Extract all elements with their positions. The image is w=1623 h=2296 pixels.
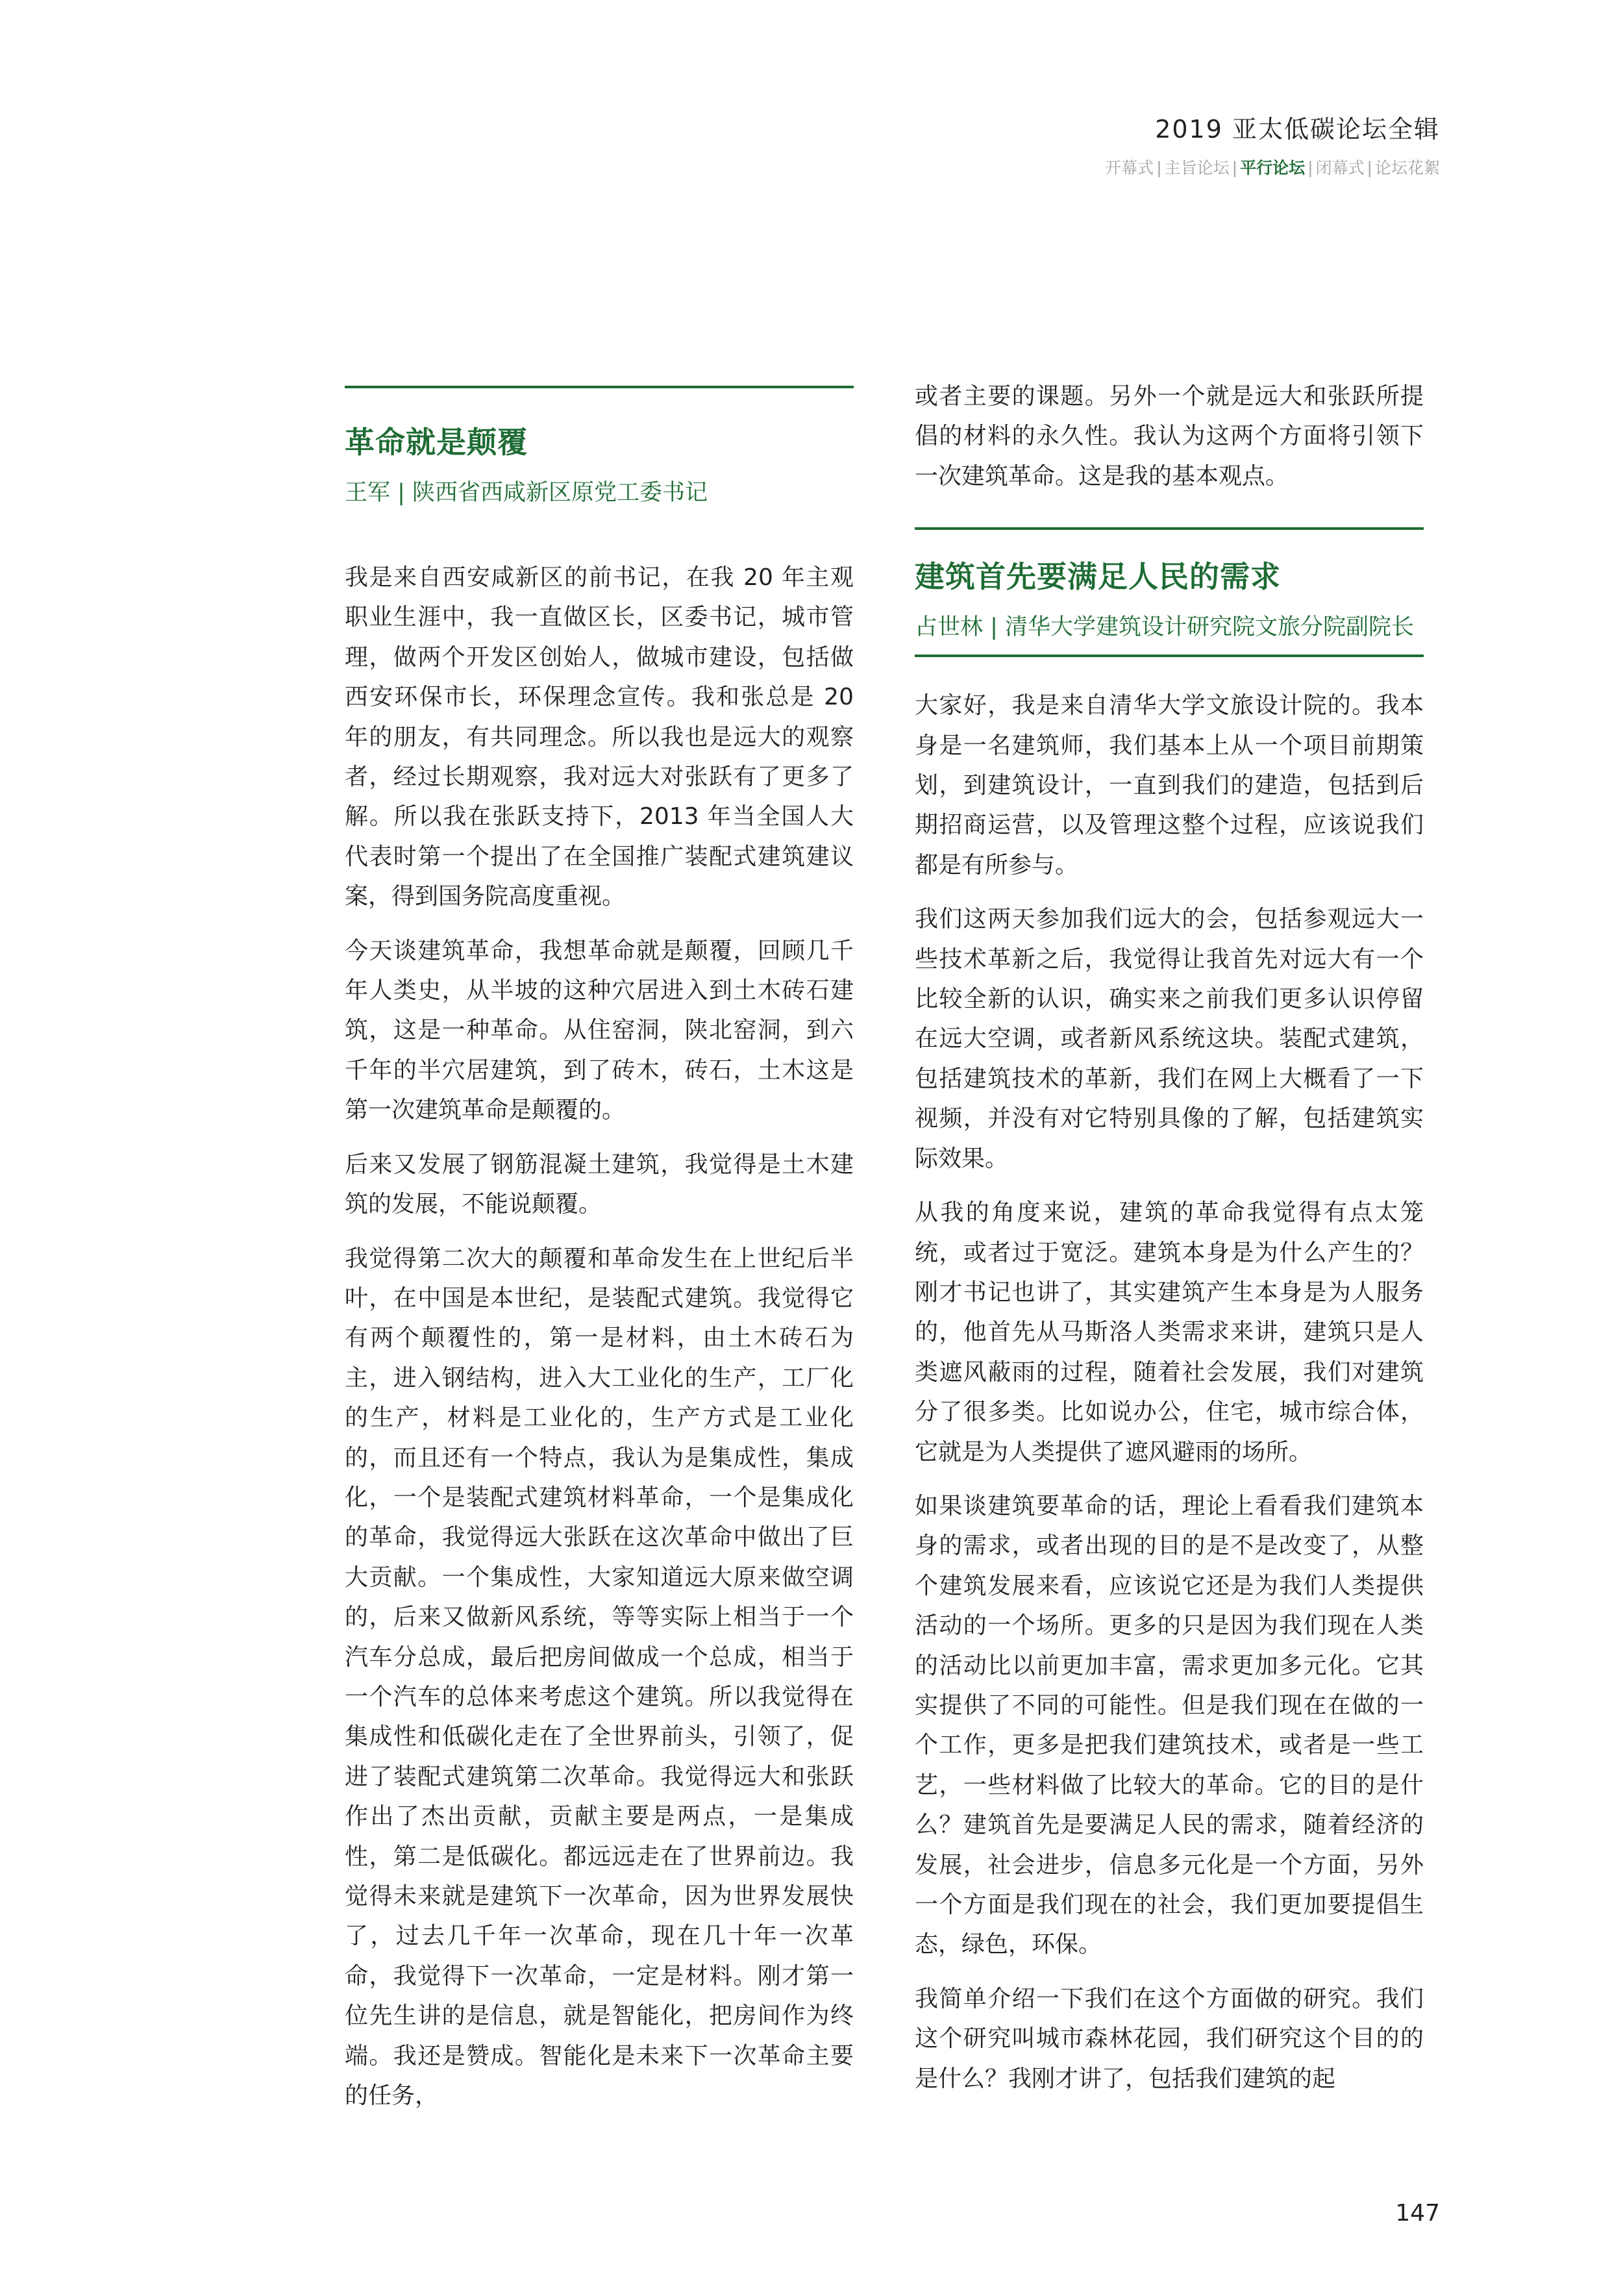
section-title: 建筑首先要满足人民的需求 bbox=[915, 559, 1281, 595]
nav-separator: | bbox=[1307, 158, 1313, 177]
section-top-rule bbox=[915, 527, 1424, 530]
paragraph: 从我的角度来说，建筑的革命我觉得有点太笼统，或者过于宽泛。建筑本身是为什么产生的？刚才书记也讲了，其实建筑产生本身是为人服务的，他首先从马斯洛人类需求来讲，建筑只是人类遮风蔽雨的过程，随着社会发展，我们对建筑分了很多类。比如说办公，住宅，城市综合体，它就是为人类提供了遮风避雨的场所。 bbox=[915, 1199, 1424, 1466]
paragraph: 我觉得第二次大的颠覆和革命发生在上世纪后半叶，在中国是本世纪，是装配式建筑。我觉得它有两个颠覆性的，第一是材料，由土木砖石为主，进入钢结构，进入大工业化的生产，工厂化的生产，材料是工业化的，生产方式是工业化的，而且还有一个特点，我认为是集成性，集成化，一个是装配式建筑材料革命，一个是集成化的革命，我觉得远大张跃在这次革命中做出了巨大贡献。一个集成性，大家知道远大原来做空调的，后来又做新风系统，等等实际上相当于一个汽车分总成，最后把房间做成一个总成，相当于一个汽车的总体来考虑这个建筑。所以我觉得在集成性和低碳化走在了全世界前头，引领了，促进了装配式建筑第二次革命。我觉得远大和张跃作出了杰出贡献，贡献主要是两点，一是集成性，第二是低碳化。都远远走在了世界前边。我觉得未来就是建筑下一次革命，因为世界发展快了，过去几千年一次革命，现在几十年一次革命，我觉得下一次革命，一定是材料。刚才第一位先生讲的是信息，就是智能化，把房间作为终端。我还是赞成。智能化是未来下一次革命主要的任务， bbox=[345, 1245, 854, 2110]
section-top-rule bbox=[345, 386, 854, 388]
right-column bbox=[915, 377, 1424, 2099]
nav-item-keynote[interactable]: 主旨论坛 bbox=[1164, 158, 1230, 177]
speaker-byline: 王军 | 陕西省西咸新区原党工委书记 bbox=[345, 480, 708, 506]
paragraph: 今天谈建筑革命，我想革命就是颠覆，回顾几千年人类史，从半坡的这种穴居进入到土木砖石建筑，这是一种革命。从住窑洞，陕北窑洞，到六千年的半穴居建筑，到了砖木，砖石，土木这是第一次建筑革命是颠覆的。 bbox=[345, 937, 854, 1124]
continued-paragraph: 或者主要的课题。另外一个就是远大和张跃所提倡的材料的永久性。我认为这两个方面将引领下一次建筑革命。这是我的基本观点。 bbox=[915, 383, 1424, 490]
paragraph: 我简单介绍一下我们在这个方面做的研究。我们这个研究叫城市森林花园，我们研究这个目的的是什么？我刚才讲了，包括我们建筑的起 bbox=[915, 1985, 1424, 2092]
nav-separator: | bbox=[1232, 158, 1238, 177]
paragraph: 大家好，我是来自清华大学文旅设计院的。我本身是一名建筑师，我们基本上从一个项目前期策划，到建筑设计，一直到我们的建造，包括到后期招商运营，以及管理这整个过程，应该说我们都是有所参与。 bbox=[915, 692, 1424, 879]
nav-item-parallel-active[interactable]: 平行论坛 bbox=[1240, 158, 1306, 177]
publication-title: 2019 亚太低碳论坛全辑 bbox=[1155, 115, 1440, 144]
section-title: 革命就是颠覆 bbox=[345, 425, 528, 460]
nav-item-closing[interactable]: 闭幕式 bbox=[1315, 158, 1365, 177]
left-column bbox=[345, 386, 854, 2115]
page-number: 147 bbox=[1395, 2200, 1440, 2227]
paragraph: 后来又发展了钢筋混凝土建筑，我觉得是土木建筑的发展，不能说颠覆。 bbox=[345, 1151, 854, 1218]
nav-item-highlights[interactable]: 论坛花絮 bbox=[1374, 158, 1440, 177]
byline-bottom-rule bbox=[915, 655, 1424, 657]
speaker-byline: 占世林 | 清华大学建筑设计研究院文旅分院副院长 bbox=[915, 614, 1415, 641]
nav-separator: | bbox=[1156, 158, 1162, 177]
nav-separator: | bbox=[1367, 158, 1372, 177]
section-nav bbox=[1105, 155, 1440, 179]
paragraph: 我们这两天参加我们远大的会，包括参观远大一些技术革新之后，我觉得让我首先对远大有一个比较全新的认识，确实来之前我们更多认识停留在远大空调，或者新风系统这块。装配式建筑，包括建筑技术的革新，我们在网上大概看了一下视频，并没有对它特别具像的了解，包括建筑实际效果。 bbox=[915, 906, 1424, 1172]
nav-item-opening[interactable]: 开幕式 bbox=[1105, 158, 1154, 177]
paragraph: 我是来自西安咸新区的前书记，在我 20 年主观职业生涯中，我一直做区长，区委书记，城市管理，做两个开发区创始人，做城市建设，包括做西安环保市长，环保理念宣传。我和张总是 20 年的朋友，有共同理念。所以我也是远大的观察者，经过长期观察，我对远大对张跃有了更多了解。所以我在张跃支持下，2013 年当全国人大代表时第一个提出了在全国推广装配式建筑建议案，得到国务院高度重视。 bbox=[345, 564, 854, 910]
paragraph: 如果谈建筑要革命的话，理论上看看我们建筑本身的需求，或者出现的目的是不是改变了，从整个建筑发展来看，应该说它还是为我们人类提供活动的一个场所。更多的只是因为我们现在人类的活动比以前更加丰富，需求更加多元化。它其实提供了不同的可能性。但是我们现在在做的一个工作，更多是把我们建筑技术，或者是一些工艺，一些材料做了比较大的革命。它的目的是什么？建筑首先是要满足人民的需求，随着经济的发展，社会进步，信息多元化是一个方面，另外一个方面是我们现在的社会，我们更加要提倡生态，绿色，环保。 bbox=[915, 1492, 1424, 1958]
